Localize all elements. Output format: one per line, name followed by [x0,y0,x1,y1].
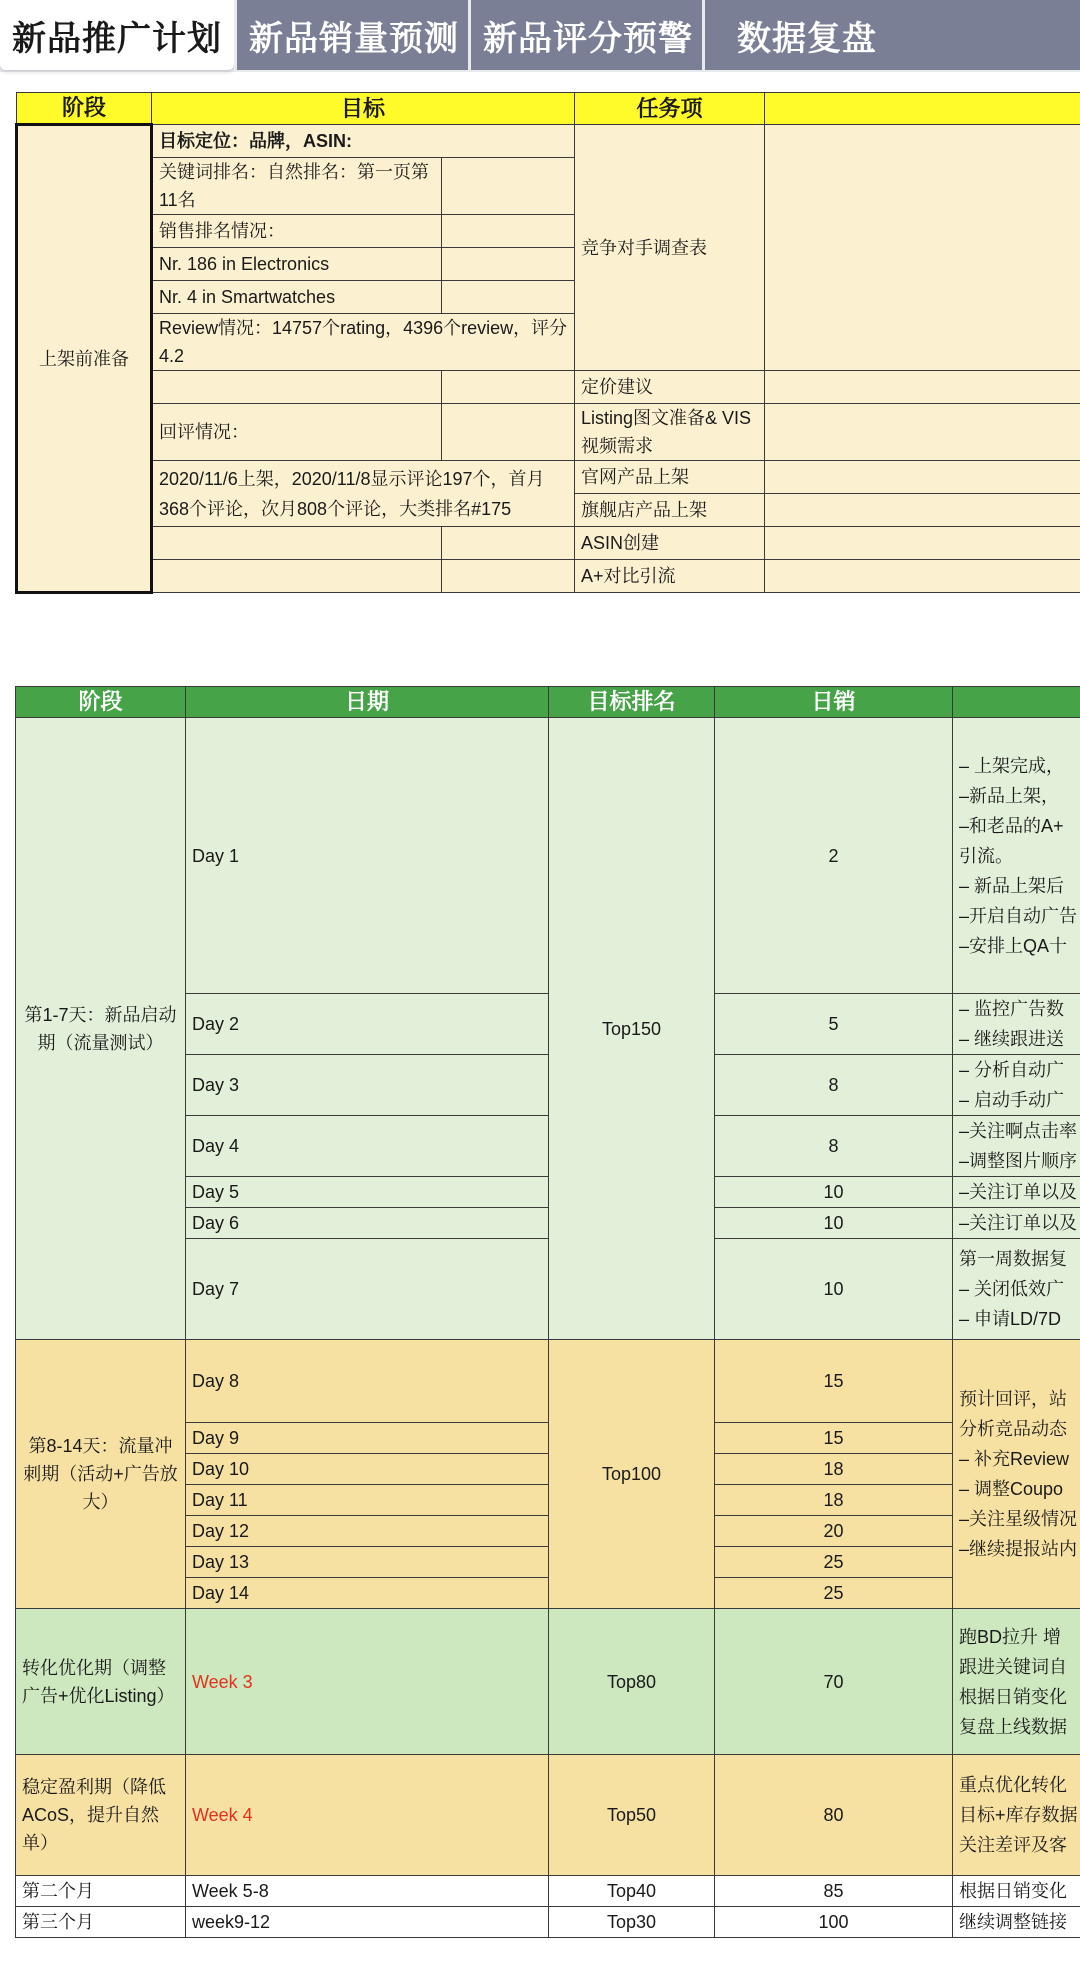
goal-blank[interactable] [152,560,442,593]
task-blank[interactable] [765,404,1080,461]
phase6-rank[interactable]: Top30 [549,1907,715,1938]
header-blank [953,687,1080,718]
sales-cell[interactable]: 10 [715,1239,953,1340]
goal-review-status[interactable]: Review情况：14757个rating，4396个review，评分4.2 [152,314,575,371]
sales-cell[interactable]: 15 [715,1423,953,1454]
task-asin-create[interactable]: ASIN创建 [575,527,765,560]
sales-cell[interactable]: 10 [715,1177,953,1208]
phase4-note[interactable]: 重点优化转化 目标+库存数据 关注差评及客 [953,1755,1080,1876]
task-blank[interactable] [765,461,1080,494]
goal-cell[interactable] [442,215,575,248]
sales-cell[interactable]: 8 [715,1116,953,1177]
task-website-listing[interactable]: 官网产品上架 [575,461,765,494]
date-cell[interactable]: Day 6 [186,1208,549,1239]
date-cell[interactable]: Day 4 [186,1116,549,1177]
sales-cell[interactable]: 70 [715,1609,953,1755]
note-cell[interactable]: – 监控广告数 – 继续跟进送 [953,994,1080,1055]
date-cell[interactable]: Day 13 [186,1547,549,1578]
goal-cell[interactable] [442,404,575,461]
sales-cell[interactable]: 10 [715,1208,953,1239]
date-cell[interactable]: Day 12 [186,1516,549,1547]
goal-blank[interactable] [152,371,442,404]
goal-cell[interactable] [442,560,575,593]
date-cell[interactable]: Day 8 [186,1340,549,1423]
date-cell[interactable]: Day 9 [186,1423,549,1454]
header-daily-sales: 日销 [715,687,953,718]
phase4-rank[interactable]: Top50 [549,1755,715,1876]
table1-header-row [17,93,1080,125]
tab-data-review[interactable]: 数据复盘 [702,0,1080,70]
date-cell[interactable]: Day 1 [186,718,549,994]
phase1-rank[interactable]: Top150 [549,718,715,1340]
goal-title[interactable]: 目标定位：品牌，ASIN: [152,125,575,158]
phase4-label[interactable]: 稳定盈利期（降低ACoS，提升自然单） [16,1755,186,1876]
goal-review-reply[interactable]: 回评情况： [152,404,442,461]
header-date: 日期 [186,687,549,718]
note-cell[interactable]: –关注订单以及 [953,1208,1080,1239]
sales-cell[interactable]: 80 [715,1755,953,1876]
date-cell[interactable]: Day 11 [186,1485,549,1516]
task-pricing[interactable]: 定价建议 [575,371,765,404]
task-blank[interactable] [765,494,1080,527]
goal-blank[interactable] [152,527,442,560]
phase3-rank[interactable]: Top80 [549,1609,715,1755]
task-blank-1[interactable] [765,125,1080,371]
sales-cell[interactable]: 100 [715,1907,953,1938]
note-cell[interactable]: – 分析自动广 – 启动手动广 [953,1055,1080,1116]
goal-keyword-rank[interactable]: 关键词排名：自然排名：第一页第11名 [152,158,442,215]
task-listing-prep[interactable]: Listing图文准备& VIS视频需求 [575,404,765,461]
sales-cell[interactable]: 20 [715,1516,953,1547]
sales-cell[interactable]: 8 [715,1055,953,1116]
header-goal: 目标 [152,93,575,125]
phase6-label[interactable]: 第三个月 [16,1907,186,1938]
goal-smartwatch-rank[interactable]: Nr. 4 in Smartwatches [152,281,442,314]
date-cell[interactable]: Day 7 [186,1239,549,1340]
goal-cell[interactable] [442,281,575,314]
date-cell[interactable]: Day 10 [186,1454,549,1485]
sales-cell[interactable]: 2 [715,718,953,994]
header-target-rank: 目标排名 [549,687,715,718]
phase5-rank[interactable]: Top40 [549,1876,715,1907]
task-competitor-survey[interactable]: 竞争对手调查表 [575,125,765,371]
tab-new-product-plan[interactable]: 新品推广计划 [0,0,234,70]
task-blank[interactable] [765,560,1080,593]
phase3-label[interactable]: 转化优化期（调整广告+优化Listing） [16,1609,186,1755]
sheet-tab-bar [0,0,1080,72]
date-cell[interactable]: week9-12 [186,1907,549,1938]
stage-prelaunch[interactable]: 上架前准备 [17,125,152,593]
note-cell[interactable]: –关注啊点击率 –调整图片顺序 [953,1116,1080,1177]
sales-cell[interactable]: 18 [715,1485,953,1516]
phase6-note[interactable]: 继续调整链接 [953,1907,1080,1938]
sales-cell[interactable]: 18 [715,1454,953,1485]
sales-cell[interactable]: 25 [715,1578,953,1609]
phase2-label[interactable]: 第8-14天：流量冲刺期（活动+广告放大） [16,1340,186,1609]
task-blank[interactable] [765,371,1080,404]
task-flagship-listing[interactable]: 旗舰店产品上架 [575,494,765,527]
date-cell[interactable]: Day 3 [186,1055,549,1116]
task-aplus-traffic[interactable]: A+对比引流 [575,560,765,593]
sales-cell[interactable]: 15 [715,1340,953,1423]
sales-cell[interactable]: 25 [715,1547,953,1578]
sales-cell[interactable]: 5 [715,994,953,1055]
prelaunch-table [15,92,1080,594]
note-cell[interactable]: –关注订单以及 [953,1177,1080,1208]
goal-cell[interactable] [442,158,575,215]
tab-sales-forecast[interactable]: 新品销量预测 [234,0,471,70]
goal-cell[interactable] [442,371,575,404]
phase5-note[interactable]: 根据日销变化 [953,1876,1080,1907]
date-cell[interactable]: Week 5-8 [186,1876,549,1907]
header-task: 任务项 [575,93,765,125]
schedule-table [15,686,1080,1938]
header-stage: 阶段 [17,93,152,125]
goal-cell[interactable] [442,527,575,560]
goal-launch-history[interactable]: 2020/11/6上架，2020/11/8显示评论197个，首月368个评论，次月808个评论，大类排名#175 [152,461,575,527]
phase2-note[interactable]: 预计回评，站 分析竞品动态 – 补充Review – 调整Coupo –关注星级情况 –继续提报站内 [953,1340,1080,1609]
date-cell[interactable]: Week 4 [186,1755,549,1876]
goal-electronics-rank[interactable]: Nr. 186 in Electronics [152,248,442,281]
goal-cell[interactable] [442,248,575,281]
date-cell[interactable]: Day 2 [186,994,549,1055]
phase5-label[interactable]: 第二个月 [16,1876,186,1907]
header-blank [765,93,1080,125]
sales-cell[interactable]: 85 [715,1876,953,1907]
phase2-rank[interactable]: Top100 [549,1340,715,1609]
task-blank[interactable] [765,527,1080,560]
tab-rating-alert[interactable]: 新品评分预警 [468,0,705,70]
header-stage: 阶段 [16,687,186,718]
note-cell[interactable]: 第一周数据复 – 关闭低效广 – 申请LD/7D [953,1239,1080,1340]
date-cell[interactable]: Day 14 [186,1578,549,1609]
table2-header-row [16,687,1080,718]
note-cell[interactable]: – 上架完成， –新品上架， –和老品的A+ 引流。 – 新品上架后 –开启自动广告 –安排上QA十 [953,718,1080,994]
date-cell[interactable]: Week 3 [186,1609,549,1755]
phase3-note[interactable]: 跑BD拉升 增 跟进关键词自 根据日销变化 复盘上线数据 [953,1609,1080,1755]
phase1-label[interactable]: 第1-7天：新品启动期（流量测试） [16,718,186,1340]
date-cell[interactable]: Day 5 [186,1177,549,1208]
goal-sales-rank[interactable]: 销售排名情况： [152,215,442,248]
